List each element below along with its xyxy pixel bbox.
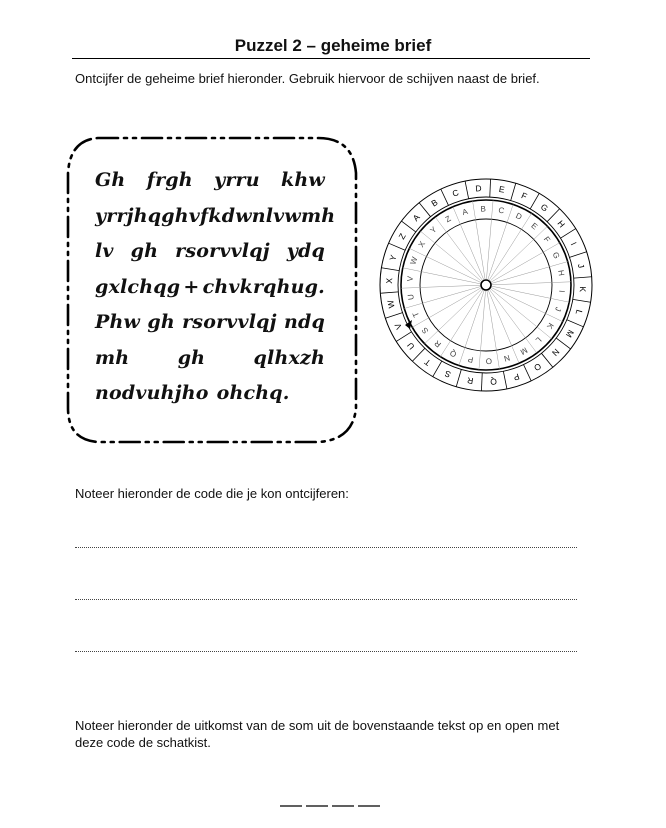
cipher-word: vfkdwnlvwmh — [188, 204, 336, 227]
outer-divider — [456, 369, 461, 386]
inner-letter: F — [541, 234, 552, 245]
inner-letter: L — [533, 335, 544, 345]
outer-divider — [511, 183, 516, 200]
outer-letter: U — [404, 340, 417, 352]
cipher-word: yrru — [214, 169, 260, 191]
cipher-line — [95, 341, 325, 377]
inner-spoke — [491, 243, 560, 282]
outer-divider — [490, 179, 491, 197]
inner-letter: O — [485, 356, 493, 366]
inner-letter: U — [406, 293, 416, 301]
cipher-word: gxlchqg — [95, 275, 181, 298]
inner-letter: P — [467, 354, 475, 365]
cipher-word: ndq — [284, 311, 325, 333]
inner-letter: X — [416, 239, 428, 249]
inner-letter: A — [461, 206, 469, 218]
outer-divider — [567, 320, 584, 327]
cipher-line — [95, 305, 325, 341]
outer-divider — [389, 243, 406, 250]
inner-spoke — [412, 288, 481, 327]
outer-divider — [524, 365, 532, 381]
inner-letter: B — [480, 204, 486, 214]
inner-letter: V — [405, 275, 415, 282]
cipher-word: Gh — [95, 169, 126, 191]
page-title: Puzzel 2 – geheime brief — [234, 36, 432, 55]
outer-letter: G — [538, 201, 551, 214]
wheel-center-pin — [481, 280, 491, 290]
inner-spoke — [490, 290, 537, 353]
outer-letter: D — [475, 183, 482, 194]
inner-spoke — [435, 217, 482, 280]
cipher-line — [95, 234, 325, 270]
cipher-word: gh — [147, 311, 175, 333]
outer-divider — [396, 332, 411, 342]
inner-letter: R — [432, 338, 443, 350]
outer-letter: H — [555, 218, 568, 230]
cipher-word: gh — [130, 240, 159, 262]
inner-spoke — [491, 289, 552, 339]
outer-divider — [547, 209, 560, 222]
inner-letter: Z — [443, 213, 453, 225]
secret-letter-text — [95, 163, 336, 412]
cipher-wheel[interactable] — [376, 178, 596, 394]
outer-letter: E — [498, 183, 506, 195]
outer-letter: N — [550, 346, 562, 359]
outer-divider — [412, 348, 425, 361]
outer-divider — [574, 277, 592, 278]
inner-letter: G — [550, 250, 562, 261]
cipher-word: ohchq. — [216, 382, 290, 404]
outer-letter: C — [451, 187, 461, 199]
inner-letter: I — [557, 289, 567, 293]
inner-letter: M — [518, 345, 529, 357]
cipher-word: yrrjhqgh — [95, 204, 189, 227]
inner-spoke — [453, 207, 484, 280]
cipher-word: + — [183, 275, 200, 298]
outer-divider — [541, 353, 552, 367]
cipher-word: chvkrqhug. — [202, 275, 325, 298]
inner-spoke — [490, 226, 547, 281]
cipher-word: gh — [177, 346, 206, 369]
outer-letter: L — [573, 308, 585, 316]
cipher-word: qlhxzh — [253, 346, 325, 369]
outer-letter: K — [577, 286, 589, 293]
outer-divider — [419, 203, 430, 217]
outer-letter: B — [429, 197, 440, 209]
outer-letter: R — [466, 375, 475, 387]
outer-divider — [385, 313, 402, 319]
inner-letter: S — [419, 325, 431, 336]
inner-letter: D — [514, 211, 524, 222]
outer-divider — [465, 181, 469, 199]
inner-letter: E — [529, 221, 540, 232]
outer-letter: A — [410, 212, 422, 224]
outer-letter: O — [532, 361, 544, 374]
outer-divider — [441, 189, 449, 205]
outer-divider — [556, 338, 570, 349]
inner-spoke — [401, 285, 480, 288]
inner-spoke — [491, 288, 562, 322]
inner-spoke — [492, 286, 569, 302]
inner-letter: W — [408, 255, 420, 266]
outer-letter: I — [568, 240, 579, 247]
outer-divider — [401, 221, 415, 232]
cipher-word: ydq — [286, 240, 325, 262]
inner-spoke — [420, 231, 481, 281]
code-answer-line-3[interactable] — [75, 651, 577, 652]
cipher-word: nodvuhjho — [95, 382, 209, 404]
inner-letter: J — [553, 305, 563, 313]
code-answer-line-2[interactable] — [75, 599, 577, 600]
outer-divider — [481, 373, 482, 391]
inner-spoke — [485, 291, 519, 366]
cipher-word: mh — [95, 346, 130, 369]
outer-divider — [530, 193, 539, 209]
inner-letter: C — [497, 205, 506, 216]
intro-text: Ontcijfer de geheime brief hieronder. Gebruik hiervoor de schijven naast de brief. — [75, 71, 540, 86]
cipher-word: lv — [95, 240, 114, 262]
outer-letter: M — [563, 328, 576, 340]
inner-spoke — [404, 287, 480, 309]
outer-divider — [503, 371, 507, 389]
code-answer-line-1[interactable] — [75, 547, 577, 548]
cipher-word: khw — [281, 169, 325, 191]
outer-letter: T — [422, 356, 433, 368]
combination-answer-slots[interactable] — [280, 800, 384, 812]
outer-divider — [381, 268, 399, 271]
inner-spoke — [492, 282, 571, 285]
cipher-word: rsorvvlqj — [175, 240, 270, 262]
outer-letter: Z — [396, 231, 408, 242]
outer-divider — [380, 292, 398, 293]
outer-letter: V — [392, 321, 404, 332]
inner-spoke — [492, 262, 568, 284]
title-divider — [72, 58, 590, 59]
inner-letter: Q — [448, 348, 458, 359]
cipher-line — [95, 163, 325, 199]
outer-letter: W — [385, 299, 397, 310]
cipher-line — [95, 199, 336, 235]
outer-letter: X — [383, 277, 395, 284]
outer-divider — [570, 252, 587, 258]
inner-spoke — [409, 248, 480, 282]
outer-letter: S — [443, 368, 453, 380]
outer-divider — [573, 299, 591, 302]
outer-letter: Q — [489, 376, 498, 387]
cipher-line — [95, 376, 325, 412]
outer-letter: P — [512, 371, 521, 383]
outer-letter: Y — [387, 253, 399, 262]
result-instruction-line-2: deze code de schatkist. — [75, 735, 211, 750]
cipher-line — [95, 270, 325, 306]
outer-letter: F — [519, 190, 529, 202]
inner-spoke — [425, 289, 482, 344]
result-instruction-line-1: Noteer hieronder de uitkomst van de som uit de bovenstaande tekst op en open met — [75, 718, 560, 733]
code-instruction: Noteer hieronder de code die je kon ontcijferen: — [75, 486, 349, 501]
inner-letter: K — [544, 321, 556, 331]
cipher-word: Phw — [95, 311, 141, 333]
outer-divider — [433, 361, 442, 377]
inner-letter: N — [502, 352, 511, 364]
cipher-word: rsorvvlqj — [182, 311, 277, 333]
cipher-word: frgh — [146, 169, 193, 191]
outer-divider — [561, 229, 576, 239]
inner-letter: T — [410, 310, 422, 319]
inner-letter: H — [556, 269, 566, 277]
outer-letter: J — [575, 262, 587, 269]
inner-letter: Y — [428, 224, 439, 236]
